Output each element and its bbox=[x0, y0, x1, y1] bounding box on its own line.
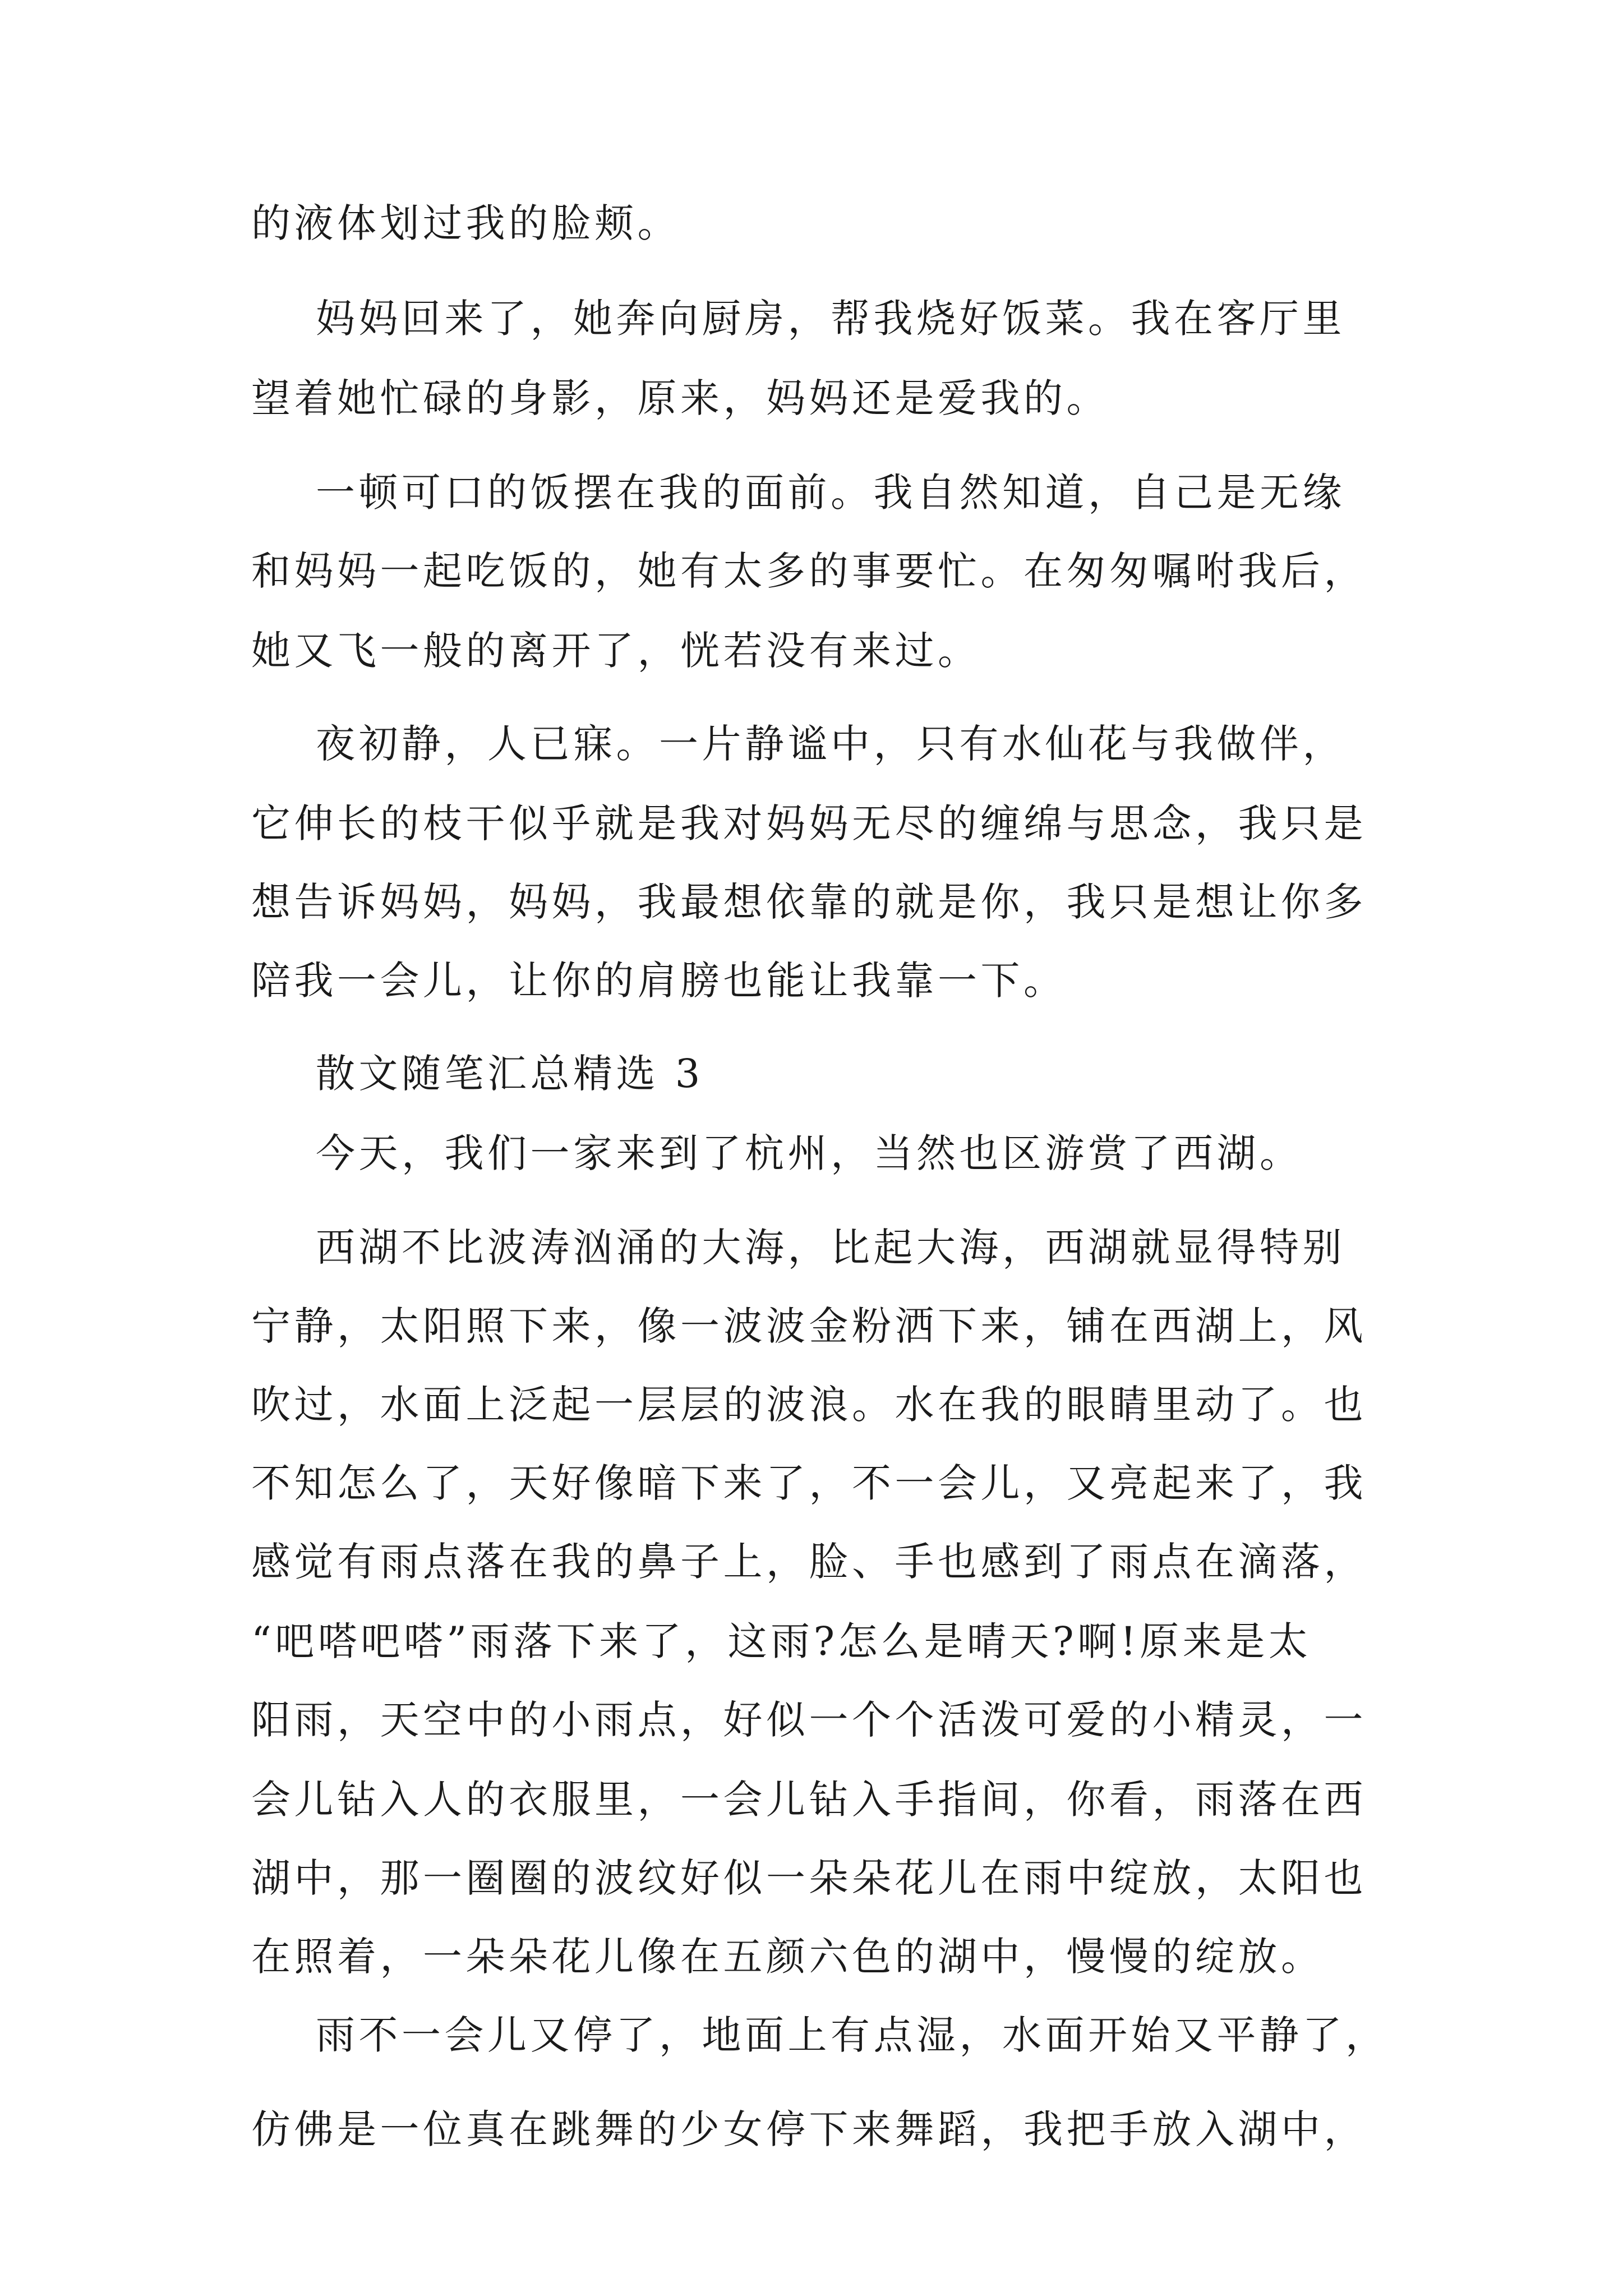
text-line: 一顿可口的饭摆在我的面前。我自然知道，自己是无缘 bbox=[251, 470, 1346, 516]
text-line: 会儿钻入人的衣服里，一会儿钻入手指间，你看，雨落在西 bbox=[251, 1777, 1367, 1823]
text-line: 吹过，水面上泛起一层层的波浪。水在我的眼睛里动了。也 bbox=[251, 1382, 1367, 1428]
text-line: 夜初静，人已寐。一片静谧中，只有水仙花与我做伴， bbox=[251, 721, 1346, 767]
text-line: 在照着，一朵朵花儿像在五颜六色的湖中，慢慢的绽放。 bbox=[251, 1934, 1324, 1980]
text-line: 西湖不比波涛汹涌的大海，比起大海，西湖就显得特别 bbox=[251, 1225, 1346, 1271]
text-line: 湖中，那一圈圈的波纹好似一朵朵花儿在雨中绽放，太阳也 bbox=[251, 1855, 1367, 1901]
text-line: 陪我一会儿，让你的肩膀也能让我靠一下。 bbox=[251, 958, 1067, 1004]
section-heading: 散文随笔汇总精选 3 bbox=[251, 1051, 704, 1097]
text-line: 仿佛是一位真在跳舞的少女停下来舞蹈，我把手放入湖中， bbox=[251, 2106, 1367, 2152]
text-line: 它伸长的枝干似乎就是我对妈妈无尽的缠绵与思念，我只是 bbox=[251, 800, 1367, 846]
text-line: 宁静，太阳照下来，像一波波金粉洒下来，铺在西湖上，风 bbox=[251, 1303, 1367, 1349]
text-line: 感觉有雨点落在我的鼻子上，脸、手也感到了雨点在滴落， bbox=[251, 1539, 1367, 1585]
text-line: 的液体划过我的脸颊。 bbox=[251, 200, 680, 246]
text-line: 妈妈回来了，她奔向厨房，帮我烧好饭菜。我在客厅里 bbox=[251, 296, 1346, 342]
text-line: 今天，我们一家来到了杭州，当然也区游赏了西湖。 bbox=[251, 1130, 1303, 1176]
text-line: 想告诉妈妈，妈妈，我最想依靠的就是你，我只是想让你多 bbox=[251, 879, 1367, 925]
text-line: 望着她忙碌的身影，原来，妈妈还是爱我的。 bbox=[251, 375, 1109, 421]
text-line: 雨不一会儿又停了，地面上有点湿，水面开始又平静了， bbox=[251, 2012, 1389, 2058]
text-line: “吧嗒吧嗒”雨落下来了，这雨?怎么是晴天?啊!原来是太 bbox=[251, 1618, 1312, 1664]
text-line: 不知怎么了，天好像暗下来了，不一会儿，又亮起来了，我 bbox=[251, 1460, 1367, 1506]
text-line: 她又飞一般的离开了，恍若没有来过。 bbox=[251, 628, 981, 674]
text-line: 阳雨，天空中的小雨点，好似一个个活泼可爱的小精灵，一 bbox=[251, 1697, 1367, 1743]
text-line: 和妈妈一起吃饭的，她有太多的事要忙。在匆匆嘱咐我后， bbox=[251, 548, 1367, 594]
